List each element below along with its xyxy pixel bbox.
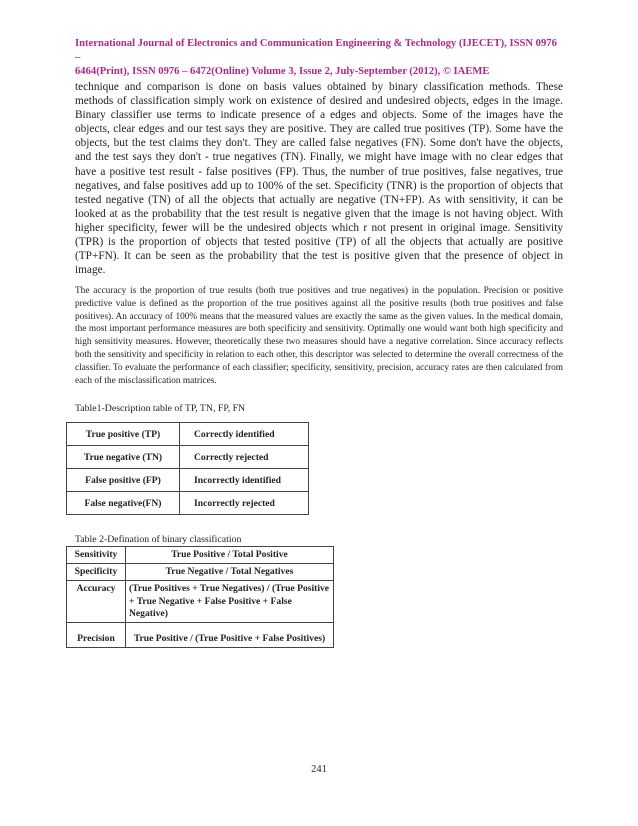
table-cell-term: False positive (FP) <box>67 469 180 492</box>
table2-definitions <box>66 546 334 648</box>
body-paragraph-2: The accuracy is the proportion of true results (both true positives and true negatives) in the population. Precision or positive predictive value is defined as the proportion of the true positives against all the positive results (both true positives and false positives). An accuracy of 100% means that the measured values are exactly the same as the given values. In the medical domain, the most important performance measures are both specificity and sensitivity. Optimally one would want both high specificity and high sensitivity measures. However, theoretically these two measures should have a negative correlation. Since accuracy reflects both the sensitivity and specificity in relation to each other, this descriptor was selected to determine the overall correctness of the classifier. To evaluate the performance of each classifier; specificity, sensitivity, precision, accuracy rates are then calculated from each of the misclassification matrices. <box>75 286 563 386</box>
table-row <box>67 547 334 564</box>
table-cell-term: False negative(FN) <box>67 492 180 515</box>
body-paragraph-1: technique and comparison is done on basis values obtained by binary classification methods. These methods of classification simply work on existence of desired and undesired objects, edges in the image. Binary classifier use terms to indicate presence of a edges and objects. Some of the images have the objects, clear edges and our test says they are positive. They are called true positives (TP). Some have the objects, but the test claims they don't. They are called false negatives (FN). Some don't have the objects, and the test says they don't - true negatives (TN). Finally, we might have image with no clear edges that have a positive test result - false positives (FP). Thus, the number of true positives, false negatives, true negatives, and false positives add up to 100% of the set. Specificity (TNR) is the proportion of objects that tested negative (TN) of all the objects that actually are negative (TN+FP). As with sensitivity, it can be looked at as the probability that the test result is negative given that the image is not having object. With higher specificity, fewer will be the undesired objects which r not present in original image. Sensitivity (TPR) is the proportion of objects that tested positive (TP) of all the objects that actually are positive (TP+FN). It can be seen as the probability that the test is positive given that the presence of object in image. <box>75 81 563 277</box>
table-row <box>67 423 309 446</box>
table1-description <box>66 422 309 515</box>
table-row <box>67 623 334 648</box>
table-cell-term: Specificity <box>67 564 126 581</box>
table-row <box>67 581 334 623</box>
table-cell-term: Sensitivity <box>67 547 126 564</box>
header-line-1: International Journal of Electronics and Communication Engineering & Technology (IJECET), ISSN 0976 – <box>75 38 557 63</box>
table-cell-definition: True Positive / Total Positive <box>126 547 334 564</box>
table-cell-definition: True Negative / Total Negatives <box>126 564 334 581</box>
table-row <box>67 446 309 469</box>
table-cell-term: Accuracy <box>67 581 126 623</box>
table-cell-definition: True Positive / (True Positive + False Positives) <box>126 623 334 648</box>
table1-caption: Table1-Description table of TP, TN, FP, FN <box>75 403 246 414</box>
table-cell-desc: Incorrectly rejected <box>180 492 309 515</box>
table-cell-term: True negative (TN) <box>67 446 180 469</box>
table-cell-desc: Correctly identified <box>180 423 309 446</box>
table-row <box>67 492 309 515</box>
table-cell-desc: Correctly rejected <box>180 446 309 469</box>
table-cell-definition: (True Positives + True Negatives) / (True Positive + True Negative + False Positive + False Negative) <box>126 581 334 623</box>
table-cell-desc: Incorrectly identified <box>180 469 309 492</box>
table2-caption: Table 2-Defination of binary classification <box>75 534 242 545</box>
journal-header <box>75 37 563 79</box>
table-row <box>67 564 334 581</box>
page-number: 241 <box>311 764 327 775</box>
header-line-2: 6464(Print), ISSN 0976 – 6472(Online) Volume 3, Issue 2, July-September (2012), © IAEME <box>75 66 490 77</box>
table-cell-term: True positive (TP) <box>67 423 180 446</box>
table-row <box>67 469 309 492</box>
table-cell-term: Precision <box>67 623 126 648</box>
